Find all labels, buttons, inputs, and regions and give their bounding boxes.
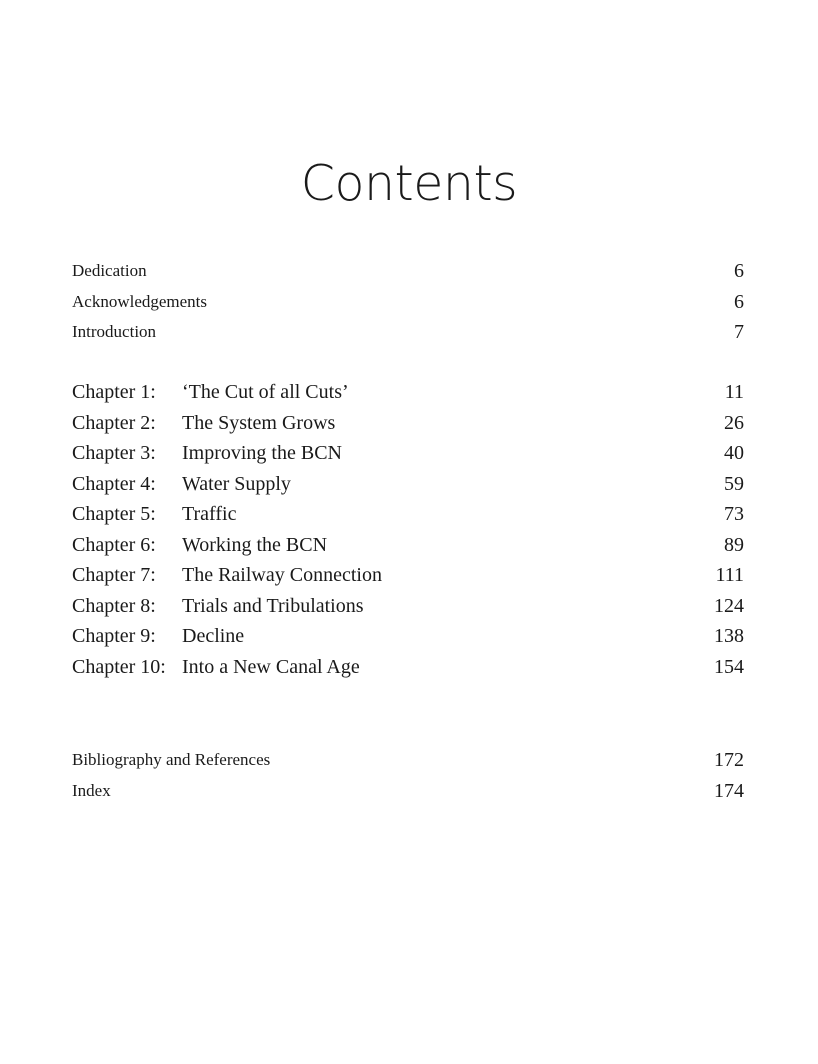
toc-entry-page: 6	[734, 290, 744, 313]
toc-entry-chapter-7[interactable]	[72, 560, 744, 591]
toc-entry-label: Acknowledgements	[72, 291, 208, 311]
chapter-title: ‘The Cut of all Cuts’	[182, 381, 349, 403]
chapter-number: Chapter 10:	[72, 655, 166, 678]
toc-entry-chapter-4[interactable]	[72, 469, 744, 500]
chapter-number: Chapter 3:	[72, 442, 156, 464]
toc-entry-dedication[interactable]	[72, 256, 744, 287]
chapter-number: Chapter 5:	[72, 503, 156, 525]
chapter-page: 26	[724, 411, 744, 434]
chapter-title: Improving the BCN	[182, 442, 342, 464]
chapter-list	[72, 377, 744, 682]
chapter-page: 154	[714, 655, 744, 678]
toc-entry-chapter-6[interactable]	[72, 530, 744, 561]
chapter-title: Into a New Canal Age	[182, 655, 360, 678]
chapter-number: Chapter 6:	[72, 533, 156, 556]
toc-entry-page: 6	[734, 260, 744, 282]
toc-entry-page: 174	[714, 779, 744, 802]
chapter-title: Working the BCN	[182, 533, 328, 556]
toc-entry-page: 7	[734, 321, 744, 343]
toc-entry-bibliography[interactable]	[72, 745, 744, 776]
toc-entry-chapter-9[interactable]	[72, 621, 744, 652]
toc-entry-chapter-10[interactable]	[72, 652, 744, 683]
chapter-page: 138	[714, 625, 744, 647]
chapter-number: Chapter 8:	[72, 594, 156, 617]
toc-entry-introduction[interactable]	[72, 317, 744, 348]
chapter-page: 89	[724, 533, 744, 556]
toc-entry-chapter-1[interactable]	[72, 377, 744, 408]
toc-entry-label: Dedication	[72, 261, 147, 280]
toc-entry-chapter-5[interactable]	[72, 499, 744, 530]
chapter-number: Chapter 4:	[72, 472, 156, 495]
toc-entry-chapter-8[interactable]	[72, 591, 744, 622]
chapter-title: The Railway Connection	[182, 564, 382, 586]
page-title: Contents	[300, 155, 518, 212]
back-matter-list	[72, 745, 744, 806]
chapter-title: The System Grows	[182, 411, 336, 434]
chapter-title: Trials and Tribulations	[182, 594, 364, 617]
front-matter-list	[72, 256, 744, 348]
chapter-number: Chapter 9:	[72, 625, 156, 647]
chapter-page: 111	[715, 564, 744, 586]
chapter-number: Chapter 7:	[72, 564, 156, 586]
chapter-number: Chapter 2:	[72, 411, 156, 434]
chapter-title: Decline	[182, 625, 245, 647]
toc-entry-label: Bibliography and References	[72, 750, 271, 769]
chapter-title: Traffic	[182, 503, 237, 525]
chapter-page: 11	[724, 381, 744, 403]
chapter-page: 124	[714, 594, 744, 617]
chapter-number: Chapter 1:	[72, 381, 156, 403]
toc-entry-chapter-3[interactable]	[72, 438, 744, 469]
toc-entry-label: Index	[72, 780, 111, 800]
toc-entry-label: Introduction	[72, 322, 157, 341]
chapter-page: 40	[724, 442, 744, 464]
toc-entry-page: 172	[714, 749, 744, 771]
chapter-title: Water Supply	[182, 472, 291, 495]
toc-entry-index[interactable]	[72, 776, 744, 807]
toc-entry-acknowledgements[interactable]	[72, 287, 744, 318]
chapter-page: 73	[724, 503, 744, 525]
toc-entry-chapter-2[interactable]	[72, 408, 744, 439]
chapter-page: 59	[724, 472, 744, 495]
